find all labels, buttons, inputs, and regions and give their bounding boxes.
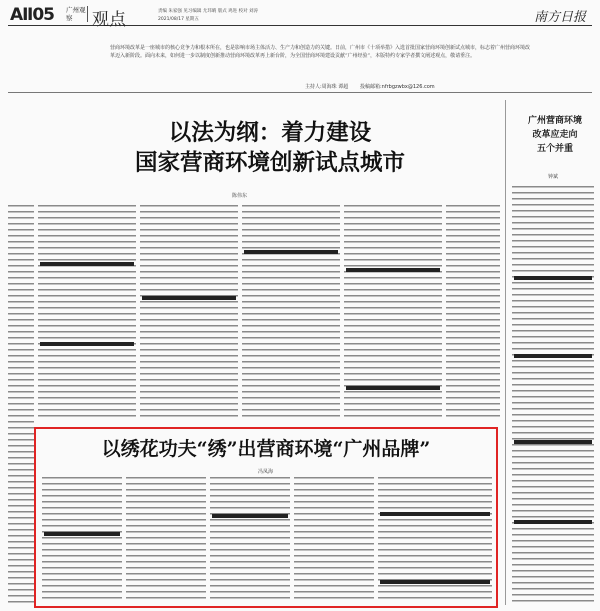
highlighted-article-byline: 冯凤海 xyxy=(258,469,274,475)
section-subhead xyxy=(380,580,490,584)
section-subhead xyxy=(40,262,134,266)
note-host: 主持人:周海珠 谭超 xyxy=(305,84,349,90)
section-subhead xyxy=(380,512,490,516)
article-column xyxy=(294,477,374,603)
newspaper-logo: 南方日报 xyxy=(533,10,586,25)
editor-note: 营商环境改革是一座城市的核心竞争力和根本所在，也是影响市场主体活力、生产力和创造力的关键。日前，广州市《十项举措》入选首批国家营商环境创新试点城市，标志着广州营商环境改革迈入新阶段。面向未来，如何进一步以制度创新推动营商环境改革再上新台阶，为全国营商环境建设贡献“广州经验”，本版特约专家学者撰文阐述观点，敬请垂注。 xyxy=(110,45,531,59)
article-column xyxy=(38,205,136,420)
article-column xyxy=(446,205,500,420)
section-subhead xyxy=(142,296,236,300)
section-subhead xyxy=(346,268,440,272)
article-headline xyxy=(60,118,480,178)
submission-email: 投稿邮箱:nfrbgzwbx@126.com xyxy=(360,84,435,90)
section-subhead xyxy=(514,276,592,280)
article-column xyxy=(242,205,340,420)
article-column xyxy=(210,477,290,603)
sidebar-byline: 钟斌 xyxy=(548,174,559,180)
article-column xyxy=(140,205,238,420)
article-column xyxy=(378,477,492,603)
section-subhead xyxy=(514,440,592,444)
page-number: AⅡ05 xyxy=(10,5,55,25)
headline-line-2: 国家营商环境创新试点城市 xyxy=(134,150,405,176)
headline-line-1: 以法为纲：着力建设 xyxy=(168,120,372,146)
section-subhead xyxy=(244,250,338,254)
section-subhead xyxy=(514,354,592,358)
section-subhead xyxy=(346,386,440,390)
divider xyxy=(505,100,506,605)
sidebar-headline-line-2: 改革应走向 xyxy=(532,130,578,140)
divider xyxy=(8,92,592,93)
article-byline: 陈伟东 xyxy=(232,193,248,199)
article-column xyxy=(126,477,206,603)
article-column xyxy=(8,205,34,605)
staff-credits: 责编 朱家强 见习编辑 尤玮晴 版式 鸡进 校对 刘涛 xyxy=(158,9,259,14)
section-subhead xyxy=(514,520,592,524)
section-subhead xyxy=(40,342,134,346)
column-name: 观点 xyxy=(92,10,126,30)
sidebar-column xyxy=(512,186,594,606)
sidebar-headline xyxy=(512,114,598,156)
masthead xyxy=(8,4,592,30)
section-subhead xyxy=(44,532,120,536)
column-tag: 广州观察 xyxy=(66,6,88,22)
sidebar-headline-line-1: 广州营商环境 xyxy=(527,116,582,126)
issue-date: 2021/08/17 星期五 xyxy=(158,17,199,22)
highlighted-article-headline: 以绣花功夫“绣”出营商环境“广州品牌” xyxy=(101,438,431,460)
sidebar-headline-line-3: 五个并重 xyxy=(536,144,573,154)
article-column xyxy=(42,477,122,603)
section-subhead xyxy=(212,514,288,518)
